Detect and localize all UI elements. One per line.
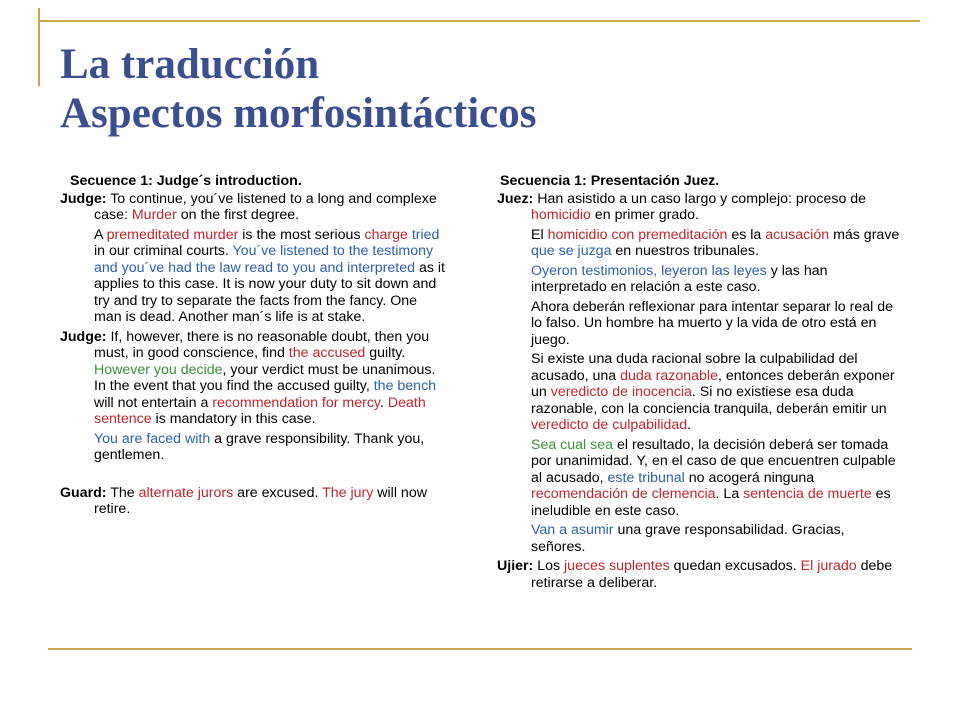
highlight-blue: Oyeron testimonios, leyeron las leyes bbox=[531, 262, 767, 279]
spanish-paragraph-juez-5 bbox=[497, 351, 902, 434]
text-run: To continue, you´ve listened to a long and complexe case: bbox=[94, 190, 437, 223]
highlight-red: The jury bbox=[322, 484, 374, 501]
english-heading: Secuence 1: Judge´s introduction. bbox=[70, 173, 302, 189]
highlight-red: El jurado bbox=[800, 558, 857, 574]
slide-title bbox=[60, 40, 920, 138]
text-run: The bbox=[106, 484, 139, 501]
text-run: will now retire. bbox=[94, 484, 427, 517]
highlight-red: acusación bbox=[765, 226, 830, 243]
text-run: A bbox=[94, 226, 107, 243]
highlight-red: homicidio con premeditación bbox=[547, 226, 728, 243]
highlight-red: veredicto de inocencia bbox=[550, 384, 692, 400]
text-run: Han asistido a un caso largo y complejo: proceso de bbox=[533, 190, 867, 207]
spanish-paragraph-juez-7 bbox=[497, 522, 902, 555]
english-paragraph-judge-1 bbox=[60, 191, 446, 224]
highlight-red: alternate jurors bbox=[138, 484, 234, 501]
text-run: , your verdict must be unanimous. In the event that you find the accused guilty, bbox=[94, 361, 436, 394]
highlight-blue: Van a asumir bbox=[531, 522, 614, 538]
text-run: guilty. bbox=[365, 345, 406, 361]
highlight-blue: que se juzga bbox=[531, 243, 612, 259]
speaker-label: Guard: bbox=[60, 484, 107, 501]
text-run: is the most serious bbox=[238, 226, 365, 243]
highlight-red: recomendación de clemencia bbox=[531, 486, 716, 502]
text-run: . La bbox=[715, 486, 744, 502]
highlight-red: sentencia de muerte bbox=[743, 486, 872, 502]
text-run: in our criminal courts. bbox=[94, 243, 233, 259]
english-paragraph-judge-3 bbox=[60, 329, 446, 428]
decorative-bottom-line bbox=[48, 648, 912, 650]
title-line-1: La traducción bbox=[60, 41, 320, 88]
text-run: . bbox=[379, 394, 388, 411]
text-run: una grave responsabilidad. Gracias, señores. bbox=[531, 522, 845, 555]
highlight-blue: tried bbox=[411, 226, 440, 243]
spanish-paragraph-juez-3 bbox=[497, 263, 902, 296]
spanish-heading: Secuencia 1: Presentación Juez. bbox=[500, 173, 720, 189]
text-run: Si existe una duda racional sobre la culpabilidad del acusado, una bbox=[531, 351, 858, 384]
speaker-label: Judge: bbox=[60, 190, 107, 207]
text-run: . Si no existiese esa duda razonable, con la conciencia tranquila, deberán emitir un bbox=[531, 384, 887, 417]
text-run: will not entertain a bbox=[94, 394, 213, 411]
decorative-top-line bbox=[40, 20, 920, 22]
text-run: en primer grado. bbox=[590, 207, 699, 223]
text-run: debe retirarse a deliberar. bbox=[531, 558, 893, 591]
spanish-paragraph-juez-1 bbox=[497, 191, 902, 224]
english-paragraph-judge-4 bbox=[60, 431, 446, 464]
highlight-green: Sea cual sea bbox=[531, 436, 614, 453]
highlight-blue: the bench bbox=[373, 378, 437, 394]
highlight-red: duda razonable bbox=[620, 367, 718, 384]
text-run: el resultado, la decisión deberá ser tomada por unanimidad. Y, en el caso de que encuentren culpable al acusado, bbox=[531, 436, 896, 486]
highlight-blue: You are faced with bbox=[94, 430, 211, 447]
spanish-paragraph-juez-2 bbox=[497, 227, 902, 260]
text-run: , entonces deberán exponer un bbox=[531, 367, 895, 400]
text-run: es ineludible en este caso. bbox=[531, 486, 891, 519]
highlight-red: recommendation for mercy bbox=[212, 394, 380, 411]
highlight-blue: You´ve listened to the testimony and you´ve had the law read to you and interpreted bbox=[94, 243, 434, 276]
highlight-red: veredicto de culpabilidad bbox=[531, 417, 688, 433]
spanish-paragraph-juez-4 bbox=[497, 299, 902, 349]
highlight-red: Murder bbox=[131, 207, 177, 223]
spanish-column bbox=[497, 173, 902, 594]
highlight-red: the accused bbox=[288, 345, 366, 361]
speaker-label: Juez: bbox=[497, 190, 534, 207]
english-paragraph-judge-2 bbox=[60, 227, 446, 326]
text-run: más grave bbox=[829, 226, 900, 243]
highlight-red: jueces suplentes bbox=[564, 558, 670, 574]
highlight-blue: este tribunal bbox=[607, 469, 685, 486]
text-run: y las han interpretado en relación a este caso. bbox=[531, 262, 828, 295]
title-line-2: Aspectos morfosintácticos bbox=[60, 90, 537, 137]
speaker-label: Ujier: bbox=[497, 558, 534, 574]
speaker-label: Judge: bbox=[60, 328, 107, 345]
english-column bbox=[60, 173, 446, 521]
spanish-paragraph-ujier bbox=[497, 558, 902, 591]
spanish-paragraph-juez-6 bbox=[497, 437, 902, 520]
text-run: quedan excusados. bbox=[669, 558, 801, 574]
highlight-green: However you decide bbox=[94, 361, 223, 378]
english-paragraph-guard bbox=[60, 485, 446, 518]
text-run: are excused. bbox=[233, 484, 323, 501]
text-run: on the first degree. bbox=[176, 207, 300, 223]
highlight-red: Death sentence bbox=[94, 394, 426, 427]
text-run: en nuestros tribunales. bbox=[611, 243, 759, 259]
paragraph-gap bbox=[60, 467, 446, 485]
text-run: as it applies to this case. It is now your duty to sit down and try and try to separate the facts from the fancy. One man is dead. Another man´s life is at stake. bbox=[94, 259, 445, 325]
text-run: Ahora deberán reflexionar para intentar separar lo real de lo falso. Un hombre ha muerto y la vida de otro está en juego. bbox=[531, 298, 894, 348]
text-run: es la bbox=[727, 226, 766, 243]
text-run: Los bbox=[533, 558, 565, 574]
text-run: a grave responsibility. Thank you, gentlemen. bbox=[94, 430, 425, 463]
text-run: is mandatory in this case. bbox=[151, 411, 316, 427]
text-run: . bbox=[687, 417, 692, 433]
text-run: If, however, there is no reasonable doubt, then you must, in good conscience, find bbox=[94, 328, 430, 361]
text-run: no acogerá ninguna bbox=[684, 469, 815, 486]
highlight-red: premeditated murder bbox=[106, 226, 239, 243]
highlight-red: homicidio bbox=[531, 207, 591, 223]
text-run: El bbox=[531, 226, 548, 243]
highlight-red: charge bbox=[364, 226, 408, 243]
